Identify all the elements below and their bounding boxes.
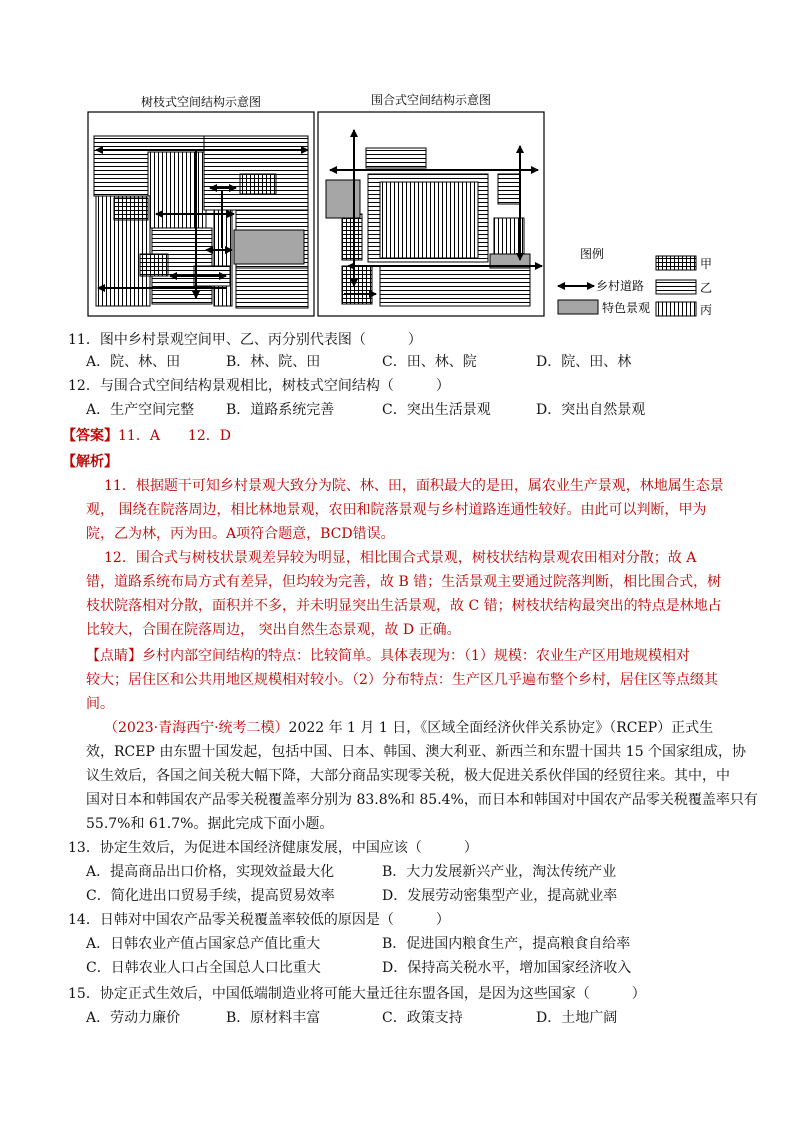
q11-option-d: D．院、田、林: [536, 354, 632, 370]
q15-stem: 15．协定正式生效后，中国低端制造业将可能大量迁往东盟各国，是因为这些国家（ ）: [68, 986, 646, 1002]
q13-option-a: A．提高商品出口价格，实现效益最大化: [86, 864, 335, 880]
analysis-12-line-4: 比较大，合围在院落周边， 突出自然生态景观，故 D 正确。: [86, 622, 461, 638]
q11-option-c: C．田、林、院: [382, 354, 477, 370]
answer-label: 【答案】: [62, 428, 118, 444]
material-line-2: 效，RCEP 由东盟十国发起，包括中国、日本、韩国、澳大利亚、新西兰和东盟十国共 15 个国家组成，协: [86, 744, 747, 760]
material-line-1: [104, 718, 713, 738]
q14-option-c: C．日韩农业人口占全国总人口比重大: [86, 960, 321, 976]
legend-bing-label: 丙: [700, 303, 713, 317]
enclosed-structure-diagram: [318, 92, 544, 316]
q15-option-d: D．土地广阔: [536, 1010, 618, 1026]
q14-stem: 14．日韩对中国农产品零关税覆盖率较低的原因是（ ）: [68, 912, 450, 928]
q11-option-a: A．院、林、田: [86, 354, 181, 370]
legend-scenic-label: 特色景观: [602, 301, 651, 315]
q13-option-b: B．大力发展新兴产业，淘汰传统产业: [382, 864, 617, 880]
answer: [62, 426, 231, 446]
q14-option-a: A．日韩农业产值占国家总产值比重大: [86, 936, 321, 952]
q14-option-b: B．促进国内粮食生产，提高粮食自给率: [382, 936, 631, 952]
branch-structure-diagram: [88, 94, 314, 316]
analysis-12-line-1: 12．围合式与树枝状景观差异较为明显，相比围合式景观，树枝状结构景观农田相对分散；故 A: [104, 550, 697, 566]
analysis-label: 【解析】: [62, 454, 118, 470]
note-line-3: 间。: [86, 696, 114, 712]
q13-option-c: C．简化进出口贸易手续，提高贸易效率: [86, 888, 335, 904]
q13-stem: 13．协定生效后，为促进本国经济健康发展，中国应该（ ）: [68, 840, 478, 856]
q15-option-a: A．劳动力廉价: [86, 1010, 181, 1026]
q12-option-c: C．突出生活景观: [382, 402, 491, 418]
left-diagram-title: 树枝式空间结构示意图: [140, 95, 262, 109]
legend: [558, 246, 712, 317]
legend-jia-label: 甲: [700, 257, 713, 271]
q12-stem: 12．与围合式空间结构景观相比，树枝式空间结构（ ）: [68, 378, 450, 394]
analysis-11-line-2: 观， 围绕在院落周边，相比林地景观，农田和院落景观与乡村道路连通性较好。由此可以判断，甲为: [86, 502, 707, 518]
analysis-11-line-1: 11．根据题干可知乡村景观大致分为院、林、田，面积最大的是田，属农业生产景观，林地属生态景: [104, 478, 724, 494]
legend-road-label: 乡村道路: [596, 279, 645, 293]
source-tag: （2023·青海西宁·统考二模）: [104, 720, 289, 736]
material-line-3: 议生效后，各国之间关税大幅下降，大部分商品实现零关税，极大促进关系伙伴国的经贸往来。其中，中: [86, 768, 730, 784]
material-text-1: 2022 年 1 月 1 日，《区域全面经济伙伴关系协定》（RCEP）正式生: [288, 720, 714, 736]
analysis-12-line-2: 错，道路系统布局方式有差异，但均较为完善，故 B 错；生活景观主要通过院落判断，相比围合式，树: [86, 574, 722, 590]
q13-option-d: D．发展劳动密集型产业，提高就业率: [382, 888, 618, 904]
figure: [86, 90, 726, 326]
material-line-5: 55.7%和 61.7%。据此完成下面小题。: [86, 816, 334, 832]
right-diagram-title: 围合式空间结构示意图: [370, 93, 492, 107]
analysis-11-line-3: 院，乙为林，丙为田。A项符合题意，BCD错误。: [86, 526, 395, 542]
note-line-2: 较大；居住区和公共用地区规模相对较小。（2）分布特点：生产区几乎遍布整个乡村，居住区等点缀其: [86, 672, 718, 688]
q11-option-b: B．林、院、田: [226, 354, 321, 370]
note-line-1: 【点睛】乡村内部空间结构的特点：比较简单。具体表现为：（1）规模：农业生产区用地规模相对: [86, 648, 690, 664]
q15-option-c: C．政策支持: [382, 1010, 463, 1026]
q12-option-a: A．生产空间完整: [86, 402, 195, 418]
legend-yi-label: 乙: [700, 281, 713, 295]
q11-stem: 11．图中乡村景观空间甲、乙、丙分别代表图（ ）: [68, 332, 422, 348]
q14-option-d: D．保持高关税水平，增加国家经济收入: [382, 960, 632, 976]
material-line-4: 国对日本和韩国农产品零关税覆盖率分别为 83.8%和 85.4%，而日本和韩国对中国农产品零关税覆盖率只有: [86, 792, 758, 808]
analysis-12-line-3: 枝状院落相对分散，面积并不多，并未明显突出生活景观，故 C 错；树枝状结构最突出的特点是林地占: [86, 598, 722, 614]
q15-option-b: B．原材料丰富: [226, 1010, 321, 1026]
q12-option-d: D．突出自然景观: [536, 402, 646, 418]
answer-text: 11．A 12．D: [118, 428, 231, 444]
q12-option-b: B．道路系统完善: [226, 402, 335, 418]
legend-title: 图例: [580, 247, 605, 261]
